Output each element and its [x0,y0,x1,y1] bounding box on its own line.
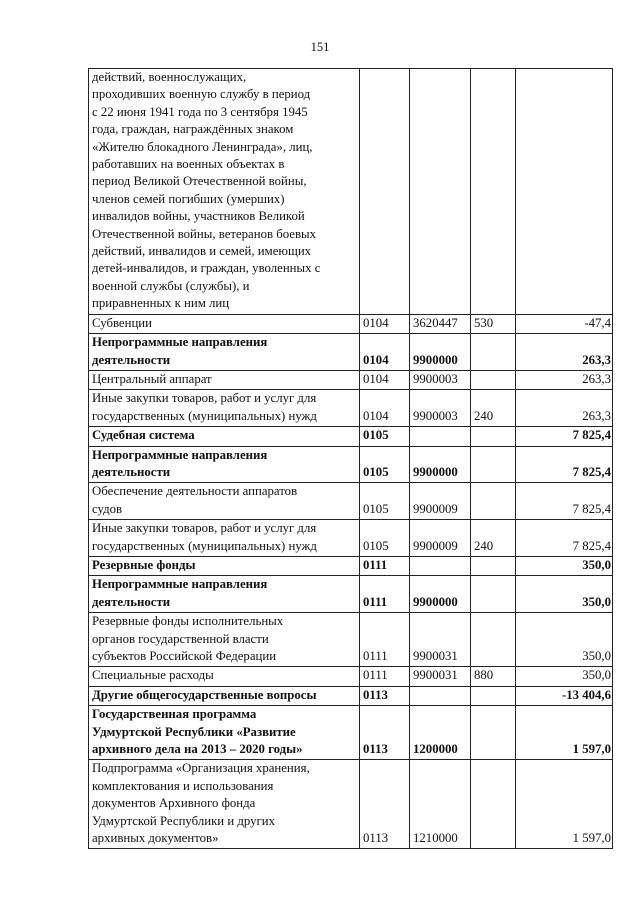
row-section-code: 0105 [360,483,410,520]
row-expense-type [471,370,516,389]
row-section-code: 0105 [360,427,410,446]
row-description: Непрограммные направления деятельности [89,446,360,483]
row-description: Иные закупки товаров, работ и услуг для государственных (муниципальных) нужд [89,520,360,557]
row-article-code [410,686,471,705]
row-amount: -13 404,6 [516,686,613,705]
row-article-code [410,427,471,446]
table-row [89,520,613,557]
row-expense-type [471,706,516,760]
page-number: 151 [310,40,330,54]
row-description: Резервные фонды [89,556,360,575]
row-expense-type [471,613,516,667]
table-row [89,334,613,371]
row-expense-type [471,760,516,849]
row-amount: 7 825,4 [516,483,613,520]
row-expense-type [471,556,516,575]
row-description: Непрограммные направления деятельности [89,334,360,371]
table-row [89,370,613,389]
row-article-code: 1200000 [410,706,471,760]
table-body [89,69,613,849]
row-section-code: 0113 [360,760,410,849]
row-amount: 350,0 [516,613,613,667]
budget-table [88,68,613,849]
row-article-code: 9900000 [410,334,471,371]
row-expense-type [471,334,516,371]
row-expense-type: 240 [471,390,516,427]
table-row [89,760,613,849]
row-section-code: 0111 [360,556,410,575]
table-row [89,556,613,575]
row-description: Непрограммные направления деятельности [89,576,360,613]
row-article-code: 9900000 [410,446,471,483]
row-description: Другие общегосударственные вопросы [89,686,360,705]
row-amount: 263,3 [516,334,613,371]
row-description: Обеспечение деятельности аппаратов судов [89,483,360,520]
row-description: Подпрограмма «Организация хранения, комплектования и использования документов Архивного фонда Удмуртской Республики и других архивных документов» [89,760,360,849]
row-amount: 263,3 [516,390,613,427]
row-amount: 263,3 [516,370,613,389]
row-expense-type [471,483,516,520]
table-row [89,706,613,760]
row-expense-type [471,427,516,446]
row-expense-type [471,576,516,613]
row-article-code: 1210000 [410,760,471,849]
row-section-code: 0105 [360,446,410,483]
table-row [89,483,613,520]
row-article-code: 9900009 [410,483,471,520]
row-amount: 350,0 [516,556,613,575]
row-section-code: 0111 [360,613,410,667]
row-section-code: 0111 [360,667,410,686]
row-article-code [410,556,471,575]
table-row [89,69,613,315]
row-expense-type [471,446,516,483]
row-amount: 1 597,0 [516,706,613,760]
row-section-code: 0113 [360,706,410,760]
table-row [89,427,613,446]
row-expense-type [471,69,516,315]
row-expense-type: 530 [471,314,516,333]
row-description: действий, военнослужащих, проходивших военную службу в период с 22 июня 1941 года по 3 сентября 1945 года, граждан, награждённых знаком «Жителю блокадного Ленинграда», лиц, работавших на военных объектах в период Великой Отечественной войны, членов семей погибших (умерших) инвалидов войны, участников Великой Отечественной войны, ветеранов боевых действий, инвалидов и семей, имеющих детей-инвалидов, и граждан, уволенных с военной службы (службы), и приравненных к ним лиц [89,69,360,315]
table-row [89,314,613,333]
row-article-code: 9900003 [410,390,471,427]
row-article-code [410,69,471,315]
table-row [89,390,613,427]
row-section-code [360,69,410,315]
row-description: Судебная система [89,427,360,446]
row-article-code: 9900031 [410,613,471,667]
row-amount: 7 825,4 [516,446,613,483]
row-section-code: 0111 [360,576,410,613]
row-article-code: 9900000 [410,576,471,613]
row-amount: 350,0 [516,667,613,686]
row-description: Центральный аппарат [89,370,360,389]
row-description: Резервные фонды исполнительных органов государственной власти субъектов Российской Федерации [89,613,360,667]
row-article-code: 3620447 [410,314,471,333]
row-description: Иные закупки товаров, работ и услуг для государственных (муниципальных) нужд [89,390,360,427]
row-amount: 7 825,4 [516,520,613,557]
row-expense-type: 880 [471,667,516,686]
table-row [89,576,613,613]
row-amount: 7 825,4 [516,427,613,446]
row-article-code: 9900031 [410,667,471,686]
row-article-code: 9900003 [410,370,471,389]
table-row [89,686,613,705]
row-expense-type [471,686,516,705]
row-expense-type: 240 [471,520,516,557]
table-row [89,667,613,686]
row-section-code: 0104 [360,334,410,371]
row-article-code: 9900009 [410,520,471,557]
row-description: Специальные расходы [89,667,360,686]
row-section-code: 0113 [360,686,410,705]
row-amount [516,69,613,315]
table-row [89,446,613,483]
row-section-code: 0104 [360,370,410,389]
row-description: Субвенции [89,314,360,333]
row-section-code: 0105 [360,520,410,557]
row-description: Государственная программа Удмуртской Республики «Развитие архивного дела на 2013 – 2020 годы» [89,706,360,760]
row-amount: -47,4 [516,314,613,333]
table-row [89,613,613,667]
row-section-code: 0104 [360,314,410,333]
row-amount: 350,0 [516,576,613,613]
row-section-code: 0104 [360,390,410,427]
row-amount: 1 597,0 [516,760,613,849]
